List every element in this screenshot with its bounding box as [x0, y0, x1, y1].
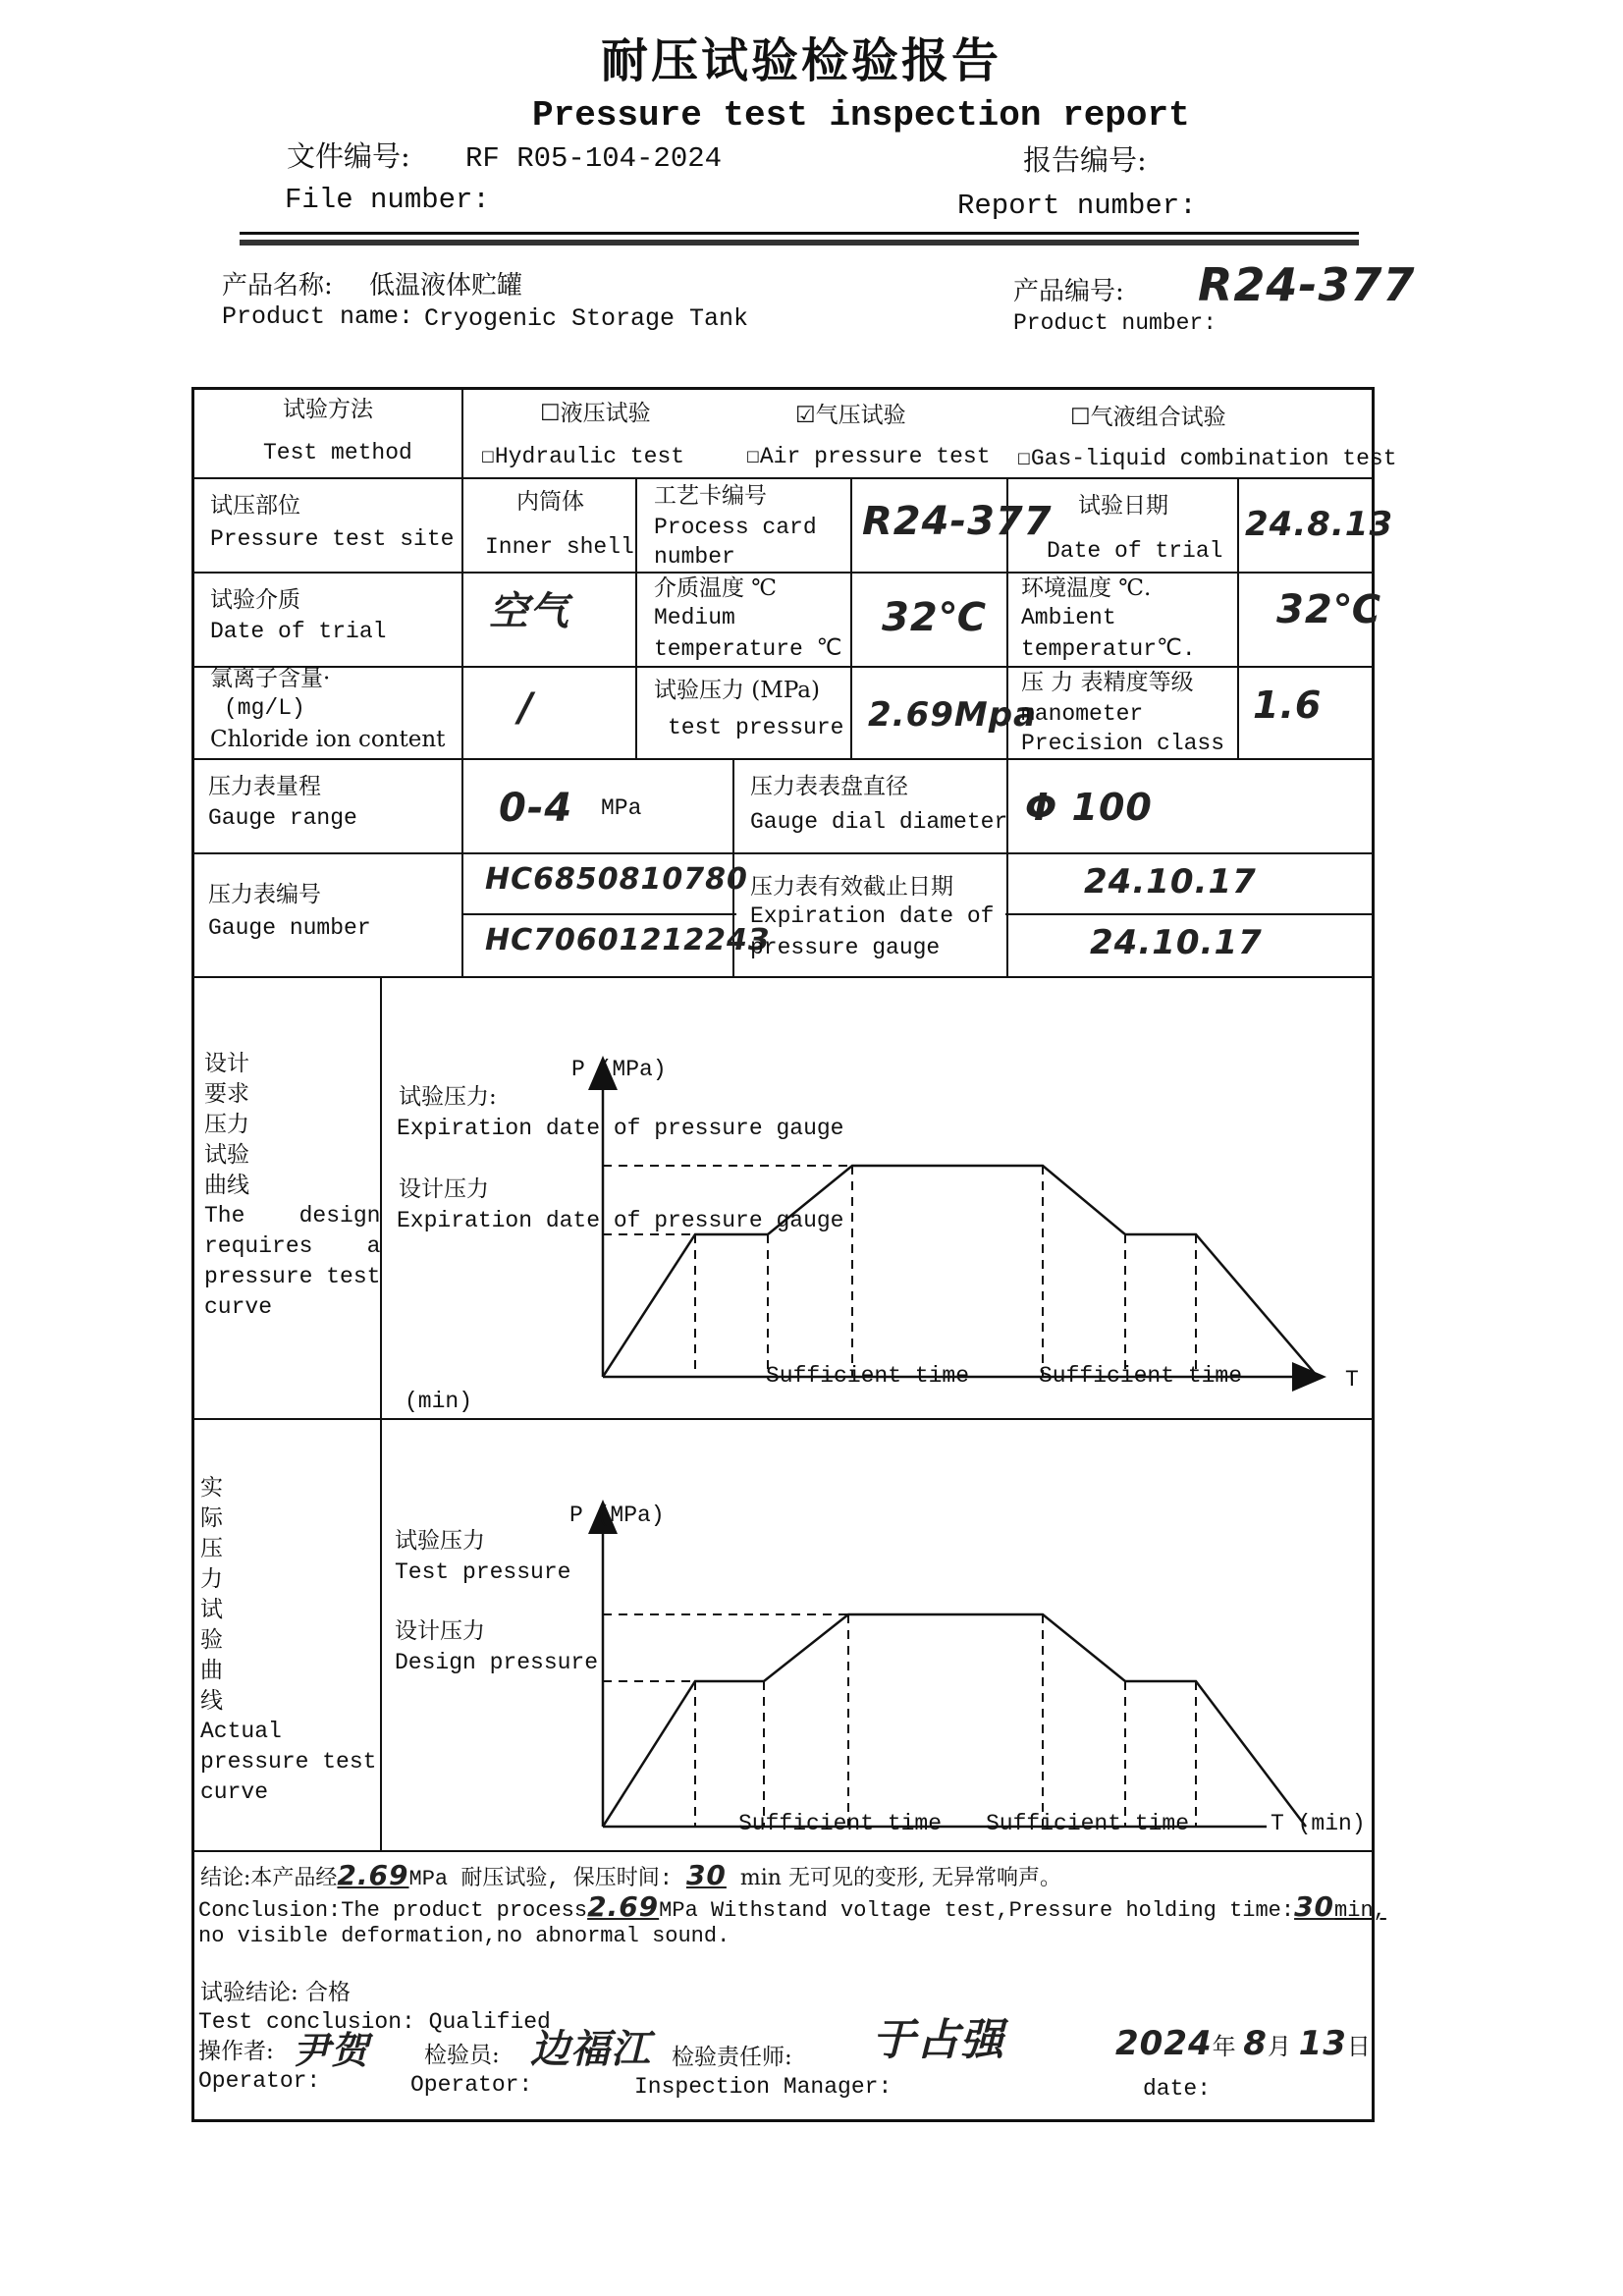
test-pressure-label-en: test pressure: [668, 715, 844, 740]
site-label-cn: 试压部位: [210, 493, 300, 519]
sign-date-month-unit: 月: [1267, 2033, 1291, 2060]
site-label-en: Pressure test site: [210, 526, 455, 552]
design-sufficient-time-2: Sufficient time: [1039, 1363, 1243, 1389]
chloride-label-cn: 氯离子含量·: [210, 666, 331, 691]
product-name-value-cn: 低温液体贮罐: [369, 271, 523, 301]
product-number-label-en: Product number:: [1013, 310, 1217, 336]
site-value-cn: 内筒体: [516, 489, 584, 515]
ambient-temp-label-cn: 环境温度 ℃.: [1021, 575, 1152, 601]
gas-liquid-checkbox-en[interactable]: ☐: [1017, 446, 1031, 471]
chloride-value: /: [518, 685, 534, 731]
sign-date-label-en: date:: [1143, 2076, 1212, 2102]
chloride-unit: (mg/L): [224, 695, 305, 721]
design-design-pressure-cn: 设计压力: [399, 1176, 489, 1202]
manager-label-en: Inspection Manager:: [634, 2074, 893, 2100]
actual-design-pressure-en: Design pressure: [395, 1650, 599, 1675]
process-card-label-en-1: Process card: [654, 515, 817, 540]
design-curve-line: [603, 1166, 1318, 1377]
product-name-label-cn: 产品名称:: [222, 271, 333, 301]
test-pressure-value: 2.69Mpa: [868, 695, 1038, 735]
design-test-pressure-en: Expiration date of pressure gauge: [397, 1116, 844, 1141]
actual-test-pressure-en: Test pressure: [395, 1559, 571, 1585]
medium-value: 空气: [489, 589, 569, 634]
design-side-en-4: curve: [204, 1294, 273, 1320]
air-checkbox[interactable]: ☑: [795, 403, 816, 428]
conclusion-en-line2: no visible deformation,no abnormal sound.: [198, 1924, 730, 1948]
design-side-cn-4: 试验: [204, 1142, 249, 1168]
gauge-range-label-cn: 压力表量程: [208, 774, 321, 799]
precision-label-en-1: manometer: [1021, 701, 1144, 727]
actual-side-cn-1: 实: [200, 1475, 223, 1501]
conclusion-cn: [200, 1860, 1061, 1894]
expiry-value-1: 24.10.17: [1084, 862, 1257, 902]
operator-label-cn: 操作者:: [198, 2039, 274, 2064]
process-card-label-en-2: number: [654, 544, 735, 570]
ambient-temp-label-en-2: temperatur℃.: [1021, 636, 1196, 662]
process-card-label-cn: 工艺卡编号: [654, 483, 767, 509]
operator-signature: 尹贺: [293, 2029, 370, 2072]
actual-side-cn-8: 线: [200, 1688, 223, 1714]
trial-date-label-cn: 试验日期: [1078, 493, 1168, 519]
gauge-number-2: HC7060121224З: [485, 923, 771, 957]
test-pressure-label-cn: 试验压力 (MPa): [654, 678, 820, 703]
medium-temp-label-cn: 介质温度 ℃: [654, 575, 778, 601]
design-y-axis-label: P (MPa): [571, 1057, 667, 1082]
actual-curve-line: [603, 1614, 1306, 1827]
ambient-temp-value: 32℃: [1276, 587, 1382, 632]
air-label-en: Air pressure test: [759, 444, 991, 469]
design-side-en-3: pressure test: [204, 1264, 381, 1289]
conclusion-en-mid: MPa Withstand voltage test,Pressure holding time:: [659, 1898, 1295, 1923]
conclusion-cn-mid: MPa 耐压试验, 保压时间:: [408, 1867, 673, 1891]
file-number-value: RF R05-104-2024: [465, 142, 723, 175]
gauge-number-label-cn: 压力表编号: [208, 882, 321, 907]
precision-label-cn: 压 力 表精度等级: [1021, 670, 1194, 695]
trial-date-label-en: Date of trial: [1047, 538, 1223, 564]
operator-label-en: Operator:: [198, 2068, 321, 2094]
gauge-number-1: HC6850810780: [485, 862, 748, 897]
design-design-pressure-en: Expiration date of pressure gauge: [397, 1208, 844, 1233]
sign-date: [1115, 2024, 1371, 2063]
design-time-unit: (min): [405, 1389, 473, 1414]
test-conclusion-en: Test conclusion: Qualified: [198, 2009, 551, 2035]
test-method-label-en: Test method: [263, 440, 412, 465]
actual-side-en-2: pressure test: [200, 1749, 377, 1775]
file-number-label-cn: 文件编号:: [287, 139, 410, 173]
medium-temp-label-en-1: Medium: [654, 605, 735, 630]
process-card-value: R24-377: [862, 499, 1053, 544]
design-side-en-1: The design: [204, 1203, 381, 1229]
conclusion-cn-time: 30: [685, 1859, 727, 1891]
medium-temp-label-en-2: temperature ℃: [654, 636, 842, 662]
expiry-value-2: 24.10.17: [1090, 923, 1263, 962]
expiry-label-en-2: pressure gauge: [750, 935, 941, 960]
gauge-range-value: 0-4: [499, 786, 573, 831]
air-checkbox-en[interactable]: ☐: [746, 444, 760, 469]
conclusion-en-time: 30: [1294, 1890, 1335, 1923]
design-side-cn-1: 设计: [204, 1051, 249, 1076]
medium-temp-value: 32℃: [882, 595, 988, 640]
design-side-cn-2: 要求: [204, 1081, 249, 1107]
conclusion-en-prefix: Conclusion:The product process: [198, 1898, 588, 1923]
site-value-en: Inner shell: [485, 534, 634, 560]
sign-date-day: 13: [1298, 2024, 1347, 2063]
actual-side-cn-5: 试: [200, 1597, 223, 1622]
conclusion-cn-pressure: 2.69: [337, 1859, 409, 1891]
design-side-cn-5: 曲线: [204, 1173, 249, 1198]
test-method-label-cn: 试验方法: [283, 397, 373, 422]
actual-design-pressure-cn: 设计压力: [395, 1618, 485, 1644]
title-cn: 耐压试验检验报告: [601, 33, 1002, 88]
sign-date-year: 2024: [1115, 2024, 1213, 2063]
sign-date-day-unit: 日: [1346, 2033, 1371, 2060]
trial-date-value: 24.8.13: [1245, 505, 1394, 544]
dial-diameter-value: Φ 100: [1025, 786, 1153, 829]
actual-sufficient-time-2: Sufficient time: [986, 1811, 1190, 1836]
actual-side-en-3: curve: [200, 1779, 269, 1805]
test-conclusion-cn: 试验结论: 合格: [200, 1980, 352, 2005]
dial-diameter-label-cn: 压力表表盘直径: [750, 774, 908, 799]
gas-liquid-checkbox[interactable]: ☐: [1070, 405, 1091, 430]
design-test-pressure-cn: 试验压力:: [399, 1084, 497, 1110]
actual-side-cn-3: 压: [200, 1536, 223, 1561]
product-name-value-en: Cryogenic Storage Tank: [424, 304, 749, 333]
precision-label-en-2: Precision class: [1021, 731, 1225, 756]
actual-curve-side-label: [200, 1473, 376, 1808]
design-sufficient-time-1: Sufficient time: [766, 1363, 970, 1389]
dial-diameter-label-en: Gauge dial diameter: [750, 809, 1008, 835]
air-label-cn: 气压试验: [815, 403, 906, 428]
conclusion-cn-suffix: min 无可见的变形, 无异常响声。: [739, 1866, 1061, 1890]
product-number-label-cn: 产品编号:: [1013, 277, 1124, 306]
sign-date-year-unit: 年: [1212, 2033, 1236, 2060]
design-side-cn-3: 压力: [204, 1112, 249, 1137]
precision-value: 1.6: [1253, 683, 1323, 727]
expiry-label-cn: 压力表有效截止日期: [750, 874, 953, 900]
gauge-range-unit: MPa: [601, 795, 642, 821]
inspector-signature: 边福江: [530, 2027, 651, 2072]
report-number-label-cn: 报告编号:: [1023, 143, 1147, 177]
title-en: Pressure test inspection report: [532, 95, 1190, 136]
actual-y-axis-label: P (MPa): [569, 1503, 665, 1528]
gas-liquid-label-en: Gas-liquid combination test: [1030, 446, 1397, 471]
gauge-range-label-en: Gauge range: [208, 805, 357, 831]
gauge-number-label-en: Gauge number: [208, 915, 371, 941]
actual-side-cn-2: 际: [200, 1505, 223, 1531]
expiry-label-en-1: Expiration date of: [750, 903, 995, 929]
actual-sufficient-time-1: Sufficient time: [738, 1811, 943, 1836]
manager-signature: 于占强: [872, 2015, 1004, 2065]
actual-side-cn-6: 验: [200, 1627, 223, 1653]
design-x-axis-label: T: [1345, 1367, 1359, 1393]
actual-side-cn-4: 力: [200, 1566, 223, 1592]
hydraulic-label-cn: 液压试验: [560, 401, 651, 426]
hydraulic-checkbox-en[interactable]: ☐: [481, 444, 495, 469]
file-number-label-en: File number:: [285, 184, 490, 216]
inspector-label-en: Operator:: [410, 2072, 533, 2098]
conclusion-en-pressure: 2.69: [587, 1890, 660, 1923]
report-number-label-en: Report number:: [957, 190, 1197, 222]
ambient-temp-label-en-1: Ambient: [1021, 605, 1116, 630]
inspector-label-cn: 检验员:: [424, 2043, 500, 2068]
design-side-en-2: requires a: [204, 1233, 381, 1259]
actual-x-axis-label: T (min): [1271, 1811, 1366, 1836]
actual-side-en-1: Actual: [200, 1719, 282, 1744]
product-number-value: R24-377: [1198, 258, 1416, 311]
medium-label-en: Date of trial: [210, 619, 387, 644]
sign-date-month: 8: [1243, 2024, 1268, 2063]
hydraulic-label-en: Hydraulic test: [494, 444, 685, 469]
product-name-label-en: Product name:: [222, 302, 414, 331]
gas-liquid-label-cn: 气液组合试验: [1090, 405, 1226, 430]
medium-label-cn: 试验介质: [210, 587, 300, 613]
actual-side-cn-7: 曲: [200, 1658, 223, 1683]
manager-label-cn: 检验责任师:: [672, 2045, 792, 2070]
chloride-label-en: Chloride ion content: [210, 727, 446, 752]
actual-test-pressure-cn: 试验压力: [395, 1528, 485, 1554]
conclusion-cn-prefix: 结论:本产品经: [200, 1866, 338, 1890]
hydraulic-checkbox[interactable]: ☐: [540, 401, 561, 426]
conclusion-en-suffix: min,: [1334, 1898, 1386, 1923]
